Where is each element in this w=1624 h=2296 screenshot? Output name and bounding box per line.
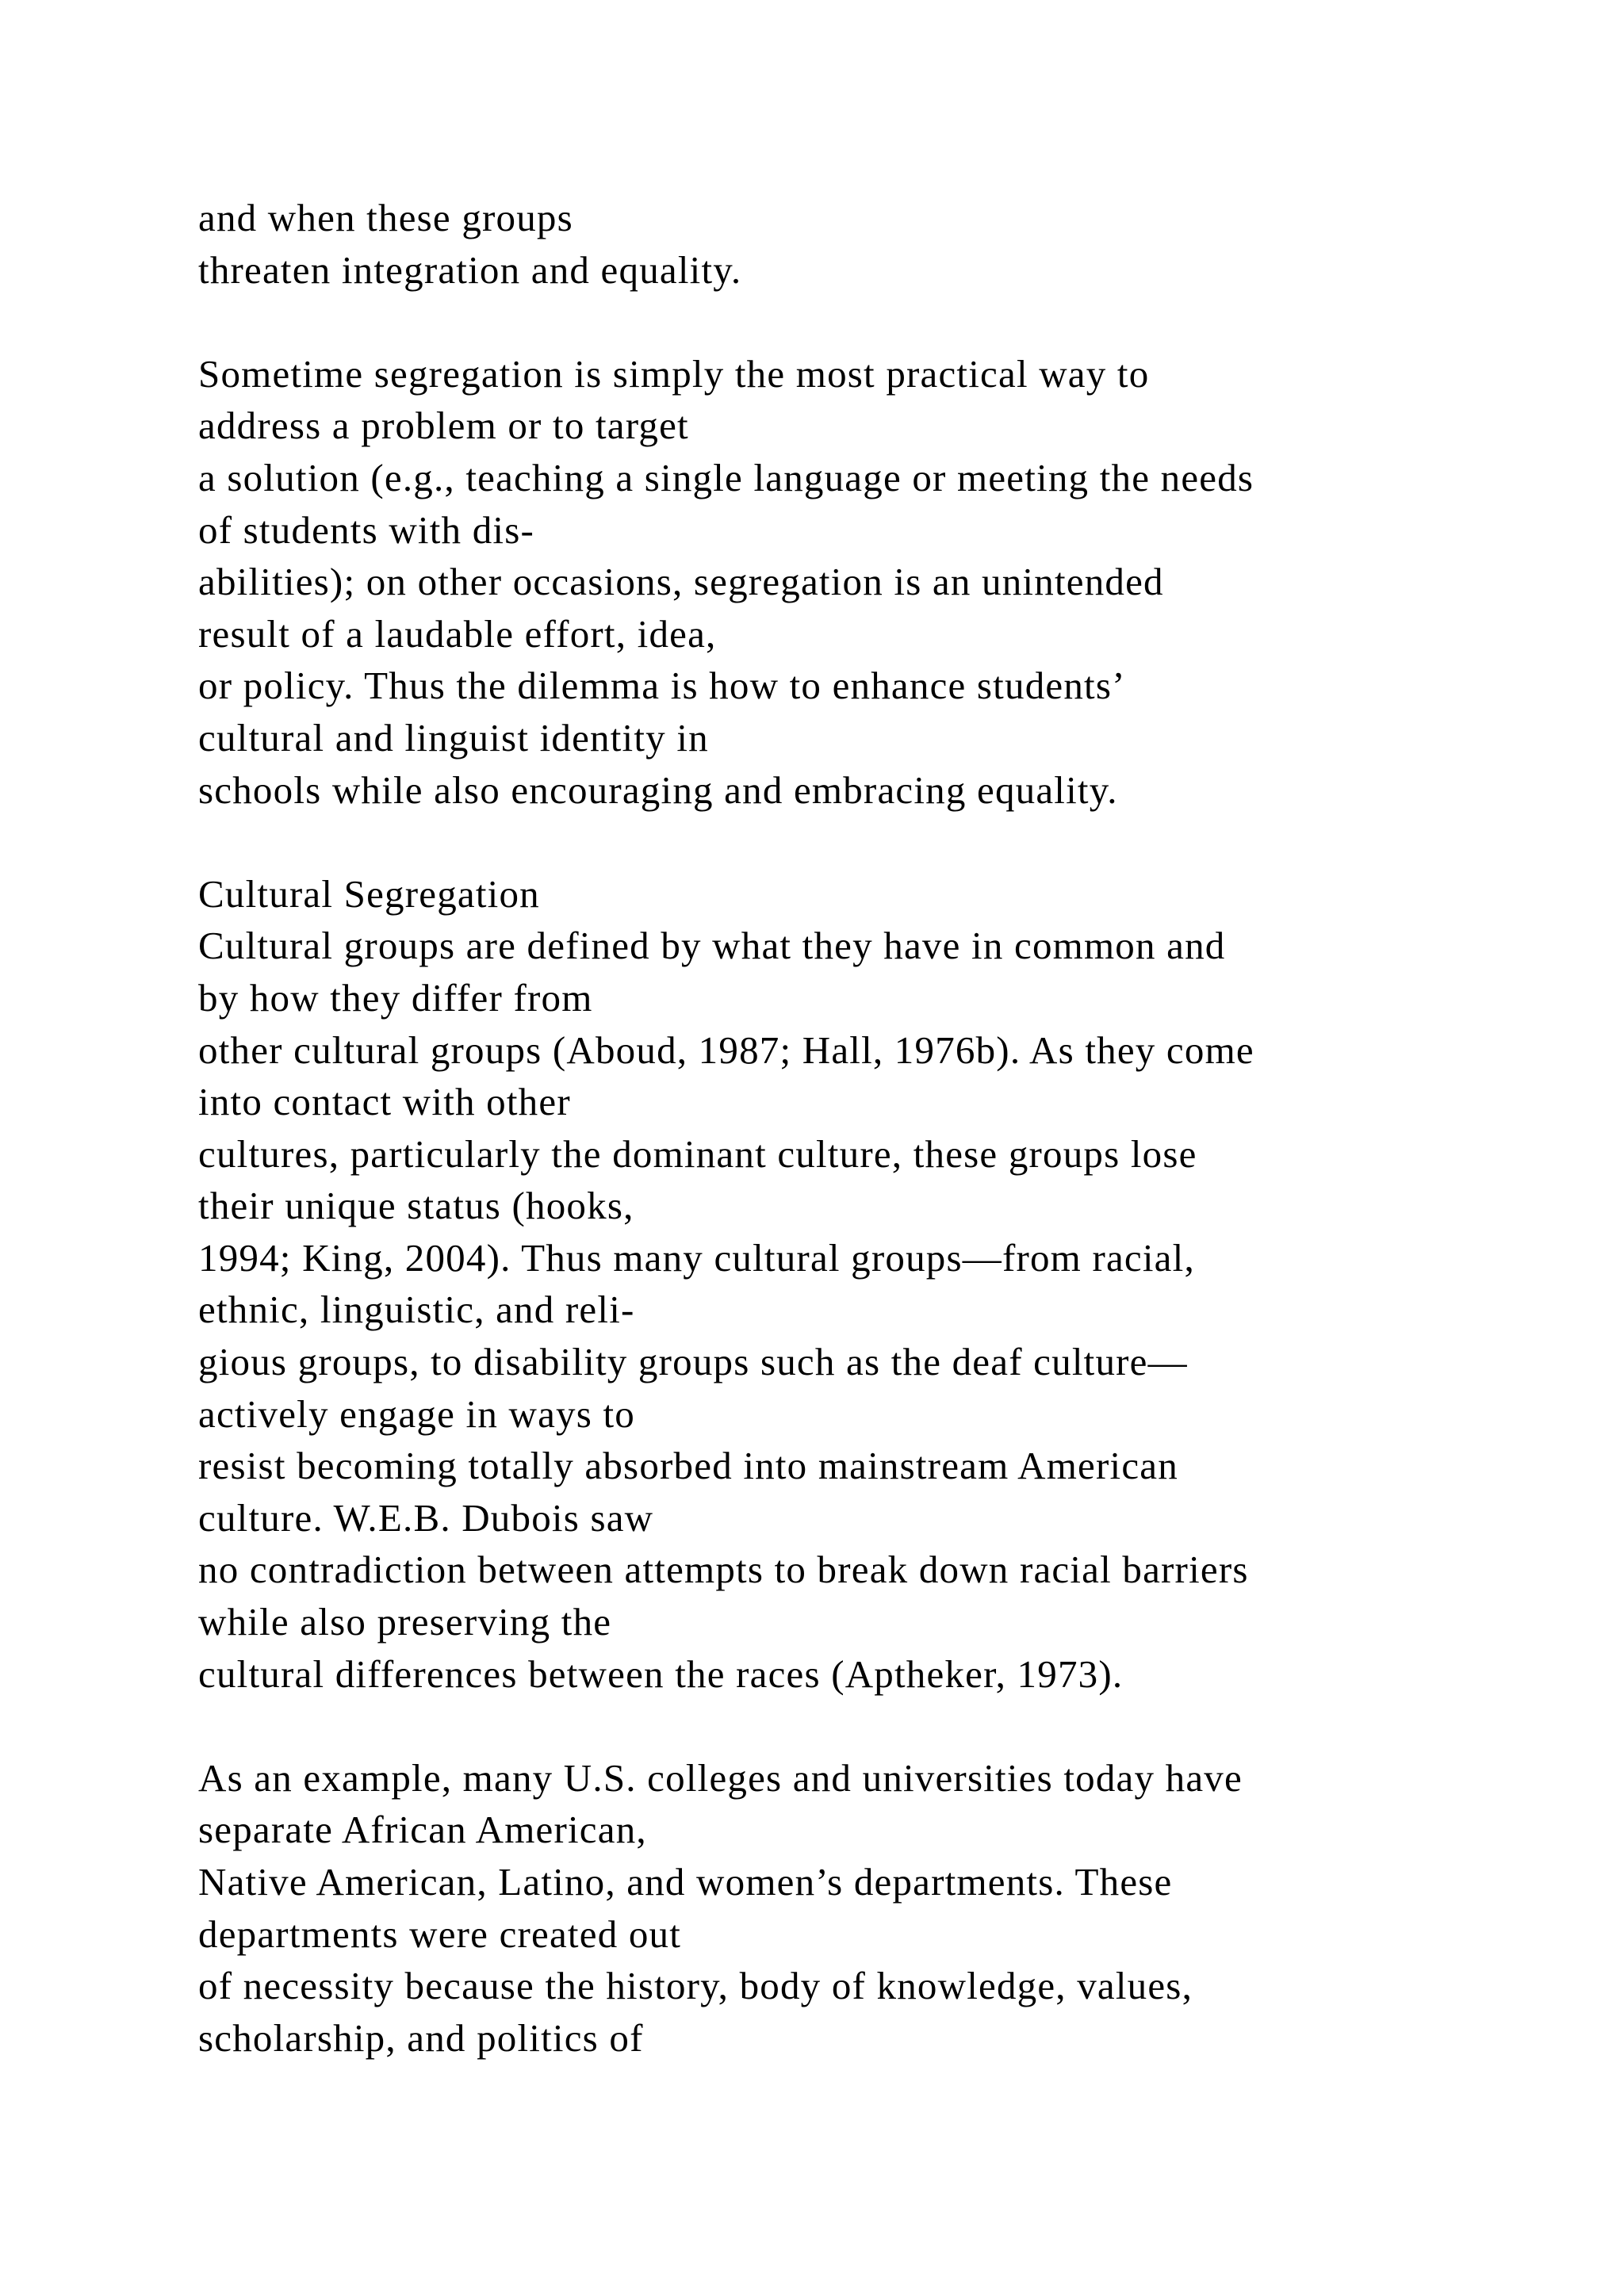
paragraph xyxy=(198,192,1610,296)
text-line: other cultural groups (Aboud, 1987; Hall, 1976b). As they come xyxy=(198,1027,1254,1072)
section-heading: Cultural Segregation xyxy=(198,871,540,916)
paragraph xyxy=(198,348,1610,816)
text-line: cultural and linguist identity in xyxy=(198,715,709,760)
paragraph-spacer xyxy=(198,816,1610,868)
text-line: no contradiction between attempts to break down racial barriers xyxy=(198,1548,1249,1592)
text-line: cultures, particularly the dominant culture, these groups lose xyxy=(198,1131,1197,1176)
paragraph-spacer xyxy=(198,296,1610,348)
text-line: while also preserving the xyxy=(198,1600,612,1644)
text-line: culture. W.E.B. Dubois saw xyxy=(198,1495,654,1540)
body-text xyxy=(198,192,1610,2064)
paragraph-spacer xyxy=(198,1700,1610,1752)
text-line: threaten integration and equality. xyxy=(198,247,742,292)
text-line: Native American, Latino, and women’s departments. These xyxy=(198,1860,1173,1904)
text-line: of students with dis- xyxy=(198,507,534,552)
paragraph xyxy=(198,1752,1610,2064)
text-line: Sometime segregation is simply the most practical way to xyxy=(198,351,1150,396)
text-line: scholarship, and politics of xyxy=(198,2015,644,2060)
text-line: resist becoming totally absorbed into mainstream American xyxy=(198,1444,1178,1488)
text-line: by how they differ from xyxy=(198,975,593,1020)
text-line: schools while also encouraging and embracing equality. xyxy=(198,767,1118,812)
text-line: abilities); on other occasions, segregation is an unintended xyxy=(198,560,1164,604)
text-line: As an example, many U.S. colleges and universities today have xyxy=(198,1755,1243,1800)
paragraph xyxy=(198,868,1610,1701)
text-line: departments were created out xyxy=(198,1911,682,1956)
text-line: actively engage in ways to xyxy=(198,1391,635,1436)
text-line: a solution (e.g., teaching a single language or meeting the needs xyxy=(198,455,1254,499)
text-line: of necessity because the history, body of knowledge, values, xyxy=(198,1964,1193,2008)
text-line: Cultural groups are defined by what they have in common and xyxy=(198,924,1226,968)
text-line: address a problem or to target xyxy=(198,404,689,448)
text-line: their unique status (hooks, xyxy=(198,1184,634,1228)
text-line: 1994; King, 2004). Thus many cultural groups—from racial, xyxy=(198,1235,1195,1280)
text-line: or policy. Thus the dilemma is how to enhance students’ xyxy=(198,664,1126,708)
text-line: and when these groups xyxy=(198,196,573,239)
text-line: result of a laudable effort, idea, xyxy=(198,611,717,656)
text-line: gious groups, to disability groups such as the deaf culture— xyxy=(198,1340,1188,1384)
text-line: cultural differences between the races (Aptheker, 1973). xyxy=(198,1651,1124,1696)
text-line: separate African American, xyxy=(198,1808,647,1852)
text-line: into contact with other xyxy=(198,1080,571,1124)
text-line: ethnic, linguistic, and reli- xyxy=(198,1288,635,1332)
